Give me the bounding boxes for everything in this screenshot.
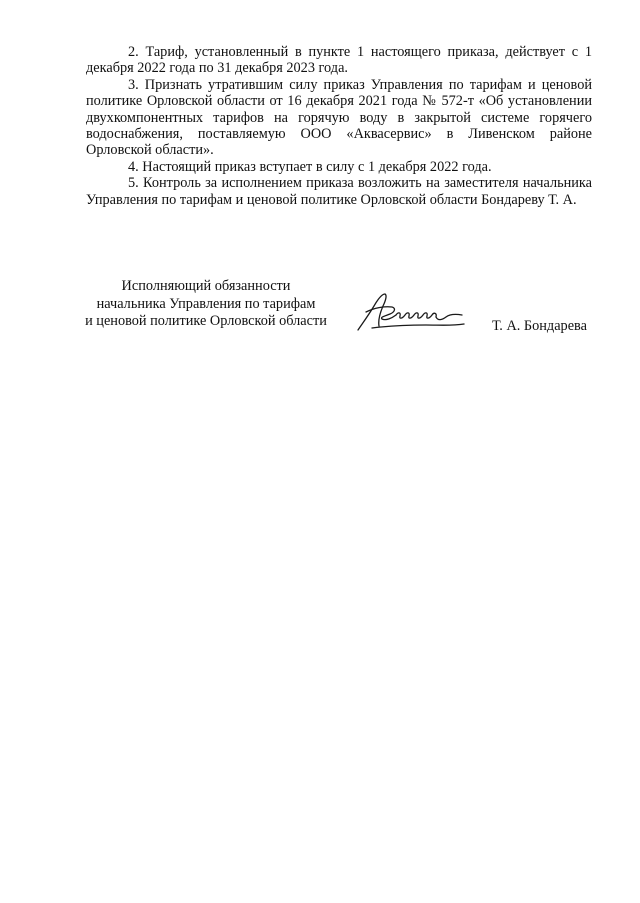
signatory-position: [80, 278, 332, 331]
paragraph-5: 5. Контроль за исполнением приказа возложить на заместителя начальника Управления по тарифам и ценовой политике Орловской области Бондареву Т. А.: [86, 175, 592, 208]
paragraph-3: 3. Признать утратившим силу приказ Управления по тарифам и ценовой политике Орловской области от 16 декабря 2021 года № 572-т «Об установлении двухкомпонентных тарифов на горячую воду в закрытой системе горячего водоснабжения, поставляемую ООО «Аквасервис» в Ливенском районе Орловской области».: [86, 76, 592, 159]
order-body: [86, 44, 592, 208]
signer-name: Т. А. Бондарева: [492, 318, 587, 334]
paragraph-2: 2. Тариф, установленный в пункте 1 настоящего приказа, действует с 1 декабря 2022 года по 31 декабря 2023 года.: [86, 44, 592, 77]
position-line-1: Исполняющий обязанности: [121, 278, 291, 294]
handwritten-signature-icon: [352, 288, 470, 338]
position-line-3: и ценовой политике Орловской области: [85, 313, 327, 329]
position-line-2: начальника Управления по тарифам: [96, 295, 316, 312]
paragraph-4: 4. Настоящий приказ вступает в силу с 1 декабря 2022 года.: [128, 158, 492, 175]
